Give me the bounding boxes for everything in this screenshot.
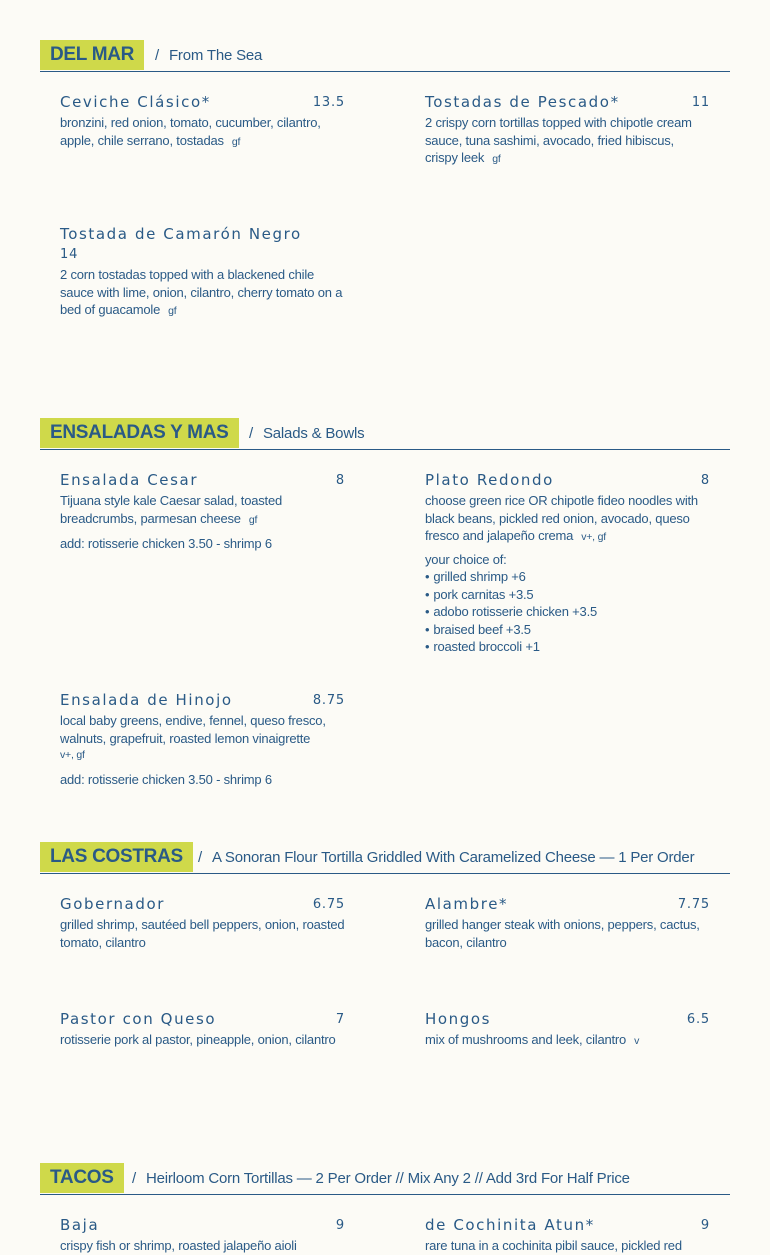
item-price: 9 — [700, 1218, 710, 1233]
item-name: de Cochinita Atun* — [425, 1216, 595, 1234]
menu-item-de-cochinita-atun — [425, 1215, 710, 1255]
menu-item-ceviche-clasico — [60, 92, 345, 151]
section-header — [40, 418, 730, 450]
item-description-text: bronzini, red onion, tomato, cucumber, cilantro, apple, chile serrano, tostadas — [60, 115, 321, 148]
item-description: grilled hanger steak with onions, peppers, cactus, bacon, cilantro — [425, 917, 700, 950]
item-description-text: 2 corn tostadas topped with a blackened chile sauce with lime, onion, cilantro, cherry tomato on a bed of guacamole — [60, 267, 343, 317]
menu-item-tostadas-de-pescado — [425, 92, 710, 169]
menu-item-ensalada-cesar — [60, 470, 345, 553]
section-header — [40, 40, 730, 72]
section-subtitle-text: Heirloom Corn Tortillas — 2 Per Order // Mix Any 2 // Add 3rd For Half Price — [145, 1170, 630, 1187]
menu-item-ensalada-de-hinojo — [60, 690, 345, 788]
item-name: Baja — [60, 1216, 100, 1234]
item-description-text: local baby greens, endive, fennel, queso fresco, walnuts, grapefruit, roasted lemon vinaigrette — [60, 713, 326, 746]
item-price: 14 — [60, 247, 79, 262]
choice-label: your choice of: — [425, 551, 507, 567]
item-price: 6.75 — [312, 897, 345, 912]
menu-item-plato-redondo — [425, 470, 710, 656]
item-description-text: Tijuana style kale Caesar salad, toasted breadcrumbs, parmesan cheese — [60, 493, 283, 526]
item-description — [60, 114, 345, 151]
item-name: Gobernador — [60, 895, 166, 913]
item-price: 6.5 — [686, 1012, 710, 1027]
item-description: rare tuna in a cochinita pibil sauce, pickled red — [425, 1238, 682, 1253]
item-name: Tostada de Camarón Negro — [60, 225, 302, 243]
dietary-tag: gf — [168, 305, 177, 317]
choice-item: • grilled shrimp +6 — [425, 568, 710, 586]
item-name: Alambre* — [425, 895, 509, 913]
item-description: grilled shrimp, sautéed bell peppers, onion, roasted tomato, cilantro — [60, 917, 345, 950]
section-subtitle: / Salads & Bowls — [249, 425, 365, 442]
item-name: Ceviche Clásico* — [60, 93, 211, 111]
item-price: 7.75 — [677, 897, 710, 912]
add-on-note: add: rotisserie chicken 3.50 - shrimp 6 — [60, 536, 272, 551]
section-subtitle: / A Sonoran Flour Tortilla Griddled With Caramelized Cheese — 1 Per Order — [198, 849, 695, 866]
section-subtitle-text: A Sonoran Flour Tortilla Griddled With Caramelized Cheese — 1 Per Order — [211, 849, 695, 866]
section-tacos — [40, 1163, 730, 1253]
section-title: LAS COSTRAS — [40, 842, 193, 872]
item-price: 8.75 — [312, 693, 345, 708]
item-name: Tostadas de Pescado* — [425, 93, 620, 111]
item-name: Ensalada Cesar — [60, 471, 199, 489]
item-description — [425, 114, 710, 169]
dietary-tag: v — [634, 1035, 640, 1047]
item-description: rotisserie pork al pastor, pineapple, onion, cilantro — [60, 1032, 336, 1047]
item-description: crispy fish or shrimp, roasted jalapeño aioli — [60, 1238, 297, 1253]
section-title: DEL MAR — [40, 40, 144, 70]
choice-item: • braised beef +3.5 — [425, 621, 710, 639]
item-name: Hongos — [425, 1010, 492, 1028]
add-on-note: add: rotisserie chicken 3.50 - shrimp 6 — [60, 771, 272, 787]
section-subtitle: / From The Sea — [155, 47, 263, 64]
menu-item-alambre — [425, 894, 710, 951]
choice-list — [425, 568, 710, 656]
menu-item-hongos — [425, 1009, 710, 1051]
section-subtitle-text: Salads & Bowls — [262, 425, 365, 442]
section-del-mar — [40, 40, 730, 317]
item-description-text: mix of mushrooms and leek, cilantro — [425, 1032, 627, 1047]
item-price: 7 — [335, 1012, 345, 1027]
item-price: 13.5 — [312, 95, 345, 110]
section-ensaladas-y-mas — [40, 418, 730, 787]
dietary-tag: gf — [492, 153, 501, 165]
menu-item-baja — [60, 1215, 345, 1255]
item-name: Pastor con Queso — [60, 1010, 217, 1028]
menu-item-pastor-con-queso — [60, 1009, 345, 1049]
dietary-tag: gf — [248, 513, 258, 526]
item-description — [60, 266, 345, 321]
item-price: 8 — [335, 473, 345, 488]
item-description — [60, 492, 345, 529]
choice-item: • adobo rotisserie chicken +3.5 — [425, 603, 710, 621]
item-price: 11 — [691, 95, 710, 110]
section-subtitle-text: From The Sea — [168, 47, 263, 64]
menu-item-gobernador — [60, 894, 345, 951]
section-title: ENSALADAS Y MAS — [40, 418, 239, 448]
section-subtitle: / Heirloom Corn Tortillas — 2 Per Order // Mix Any 2 // Add 3rd For Half Price — [132, 1170, 630, 1187]
choice-item: • pork carnitas +3.5 — [425, 586, 710, 604]
item-description-text: 2 crispy corn tortillas topped with chipotle cream sauce, tuna sashimi, avocado, fried hibiscus, crispy leek — [425, 115, 692, 165]
section-header — [40, 1163, 730, 1195]
menu-item-tostada-de-camaron-negro — [60, 224, 345, 321]
item-description — [425, 492, 710, 547]
choice-item: • roasted broccoli +1 — [425, 638, 710, 656]
section-title: TACOS — [40, 1163, 124, 1193]
item-name: Ensalada de Hinojo — [60, 691, 233, 709]
section-las-costras — [40, 842, 730, 1047]
item-price: 8 — [700, 473, 710, 488]
dietary-tag: v+, gf — [581, 531, 606, 543]
item-description — [425, 1031, 710, 1051]
item-price: 9 — [335, 1218, 345, 1233]
dietary-tag: gf — [231, 135, 241, 148]
item-description — [60, 712, 345, 765]
section-header — [40, 842, 730, 874]
item-name: Plato Redondo — [425, 471, 554, 489]
item-description-text: choose green rice OR chipotle fideo noodles with black beans, pickled red onion, avocado, queso fresco and jalapeño crema — [425, 493, 698, 543]
dietary-tag: v+, gf — [60, 749, 85, 761]
